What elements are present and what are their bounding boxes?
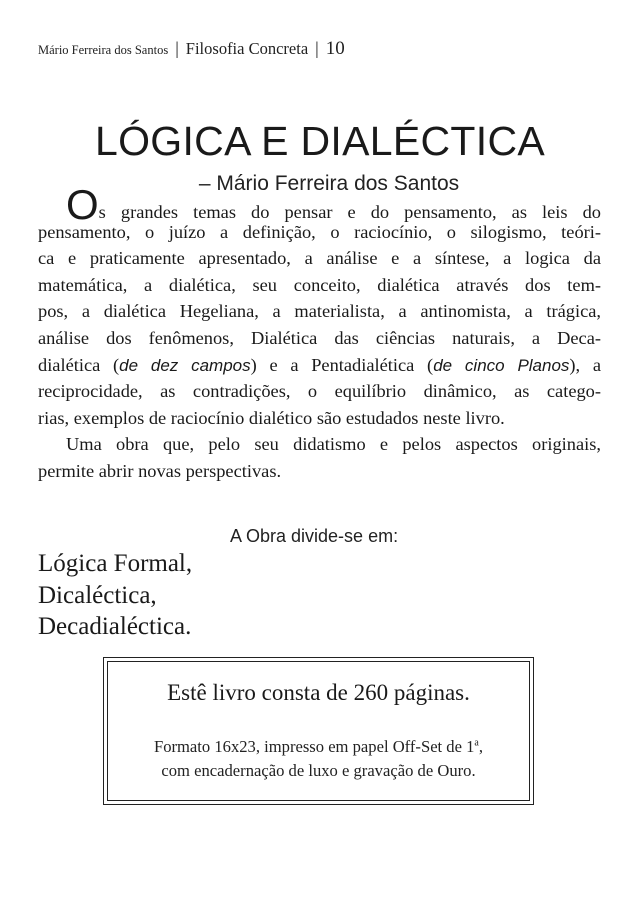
byline-text: – Mário Ferreira dos Santos <box>198 172 460 195</box>
part-item: Lógica Formal, <box>38 550 193 577</box>
header-separator-2: | <box>315 38 319 58</box>
info-box <box>103 657 534 805</box>
italic-dez-campos: de dez campos <box>119 355 251 375</box>
body-line-11: permite abrir novas perspectivas. <box>38 460 282 481</box>
body-line-6: análise dos fenômenos, Dialética das ciências naturais, a Deca- <box>38 327 601 348</box>
body-line-1-text: s grandes temas do pensar e do pensamento, as leis do <box>98 202 601 222</box>
superscript-a: a <box>474 737 479 749</box>
info-box-title: Estê livro consta de 260 páginas. <box>167 680 470 705</box>
body-line-8: reciprocidade, as contradições, o equilíbrio dinâmico, as catego- <box>38 381 601 402</box>
format-comma: , <box>478 737 484 756</box>
info-box-line-2: com encadernação de luxo e gravação de Ouro. <box>161 761 476 780</box>
page-title <box>0 118 638 165</box>
info-box-line-1 <box>108 737 529 757</box>
header-separator: | <box>175 38 179 58</box>
format-text: Formato 16x23, impresso em papel Off-Set de 1 <box>153 737 475 756</box>
part-item: Decadialéctica. <box>38 613 192 640</box>
body-line-7a: dialética ( <box>38 354 120 375</box>
header-author: Mário Ferreira dos Santos <box>38 43 169 57</box>
italic-cinco-planos: de cinco Planos <box>433 355 570 375</box>
page-number: 10 <box>325 38 345 59</box>
body-line-10: Uma obra que, pelo seu didatismo e pelos aspectos originais, <box>66 434 601 455</box>
info-box-inner-border <box>107 661 530 801</box>
parts-list <box>38 548 192 643</box>
body-line-2: pensamento, o juízo a definição, o raciocínio, o silogismo, teóri- <box>38 221 601 242</box>
body-line-7e: ), a <box>569 354 602 375</box>
body-line-3: ca e praticamente apresentado, a análise e a síntese, a logica da <box>38 248 601 269</box>
body-line-5: pos, a dialética Hegeliana, a materialista, a antinomista, a trágica, <box>38 301 601 322</box>
header-book-title: Filosofia Concreta <box>185 39 309 58</box>
drop-cap: O <box>66 181 99 228</box>
body-line-4: matemática, a dialética, seu conceito, dialética através dos tem- <box>38 274 601 295</box>
divide-label: A Obra divide-se em: <box>230 526 399 546</box>
part-item: Dicaléctica, <box>38 581 157 609</box>
page-title-text: LÓGICA E DIALÉCTICA <box>95 118 545 164</box>
body-line-7 <box>38 352 601 379</box>
running-header <box>38 38 345 60</box>
body-line-7c: ) e a Pentadialética ( <box>250 354 434 375</box>
body-line-9: rias, exemplos de raciocínio dialético são estudados neste livro. <box>38 407 505 428</box>
